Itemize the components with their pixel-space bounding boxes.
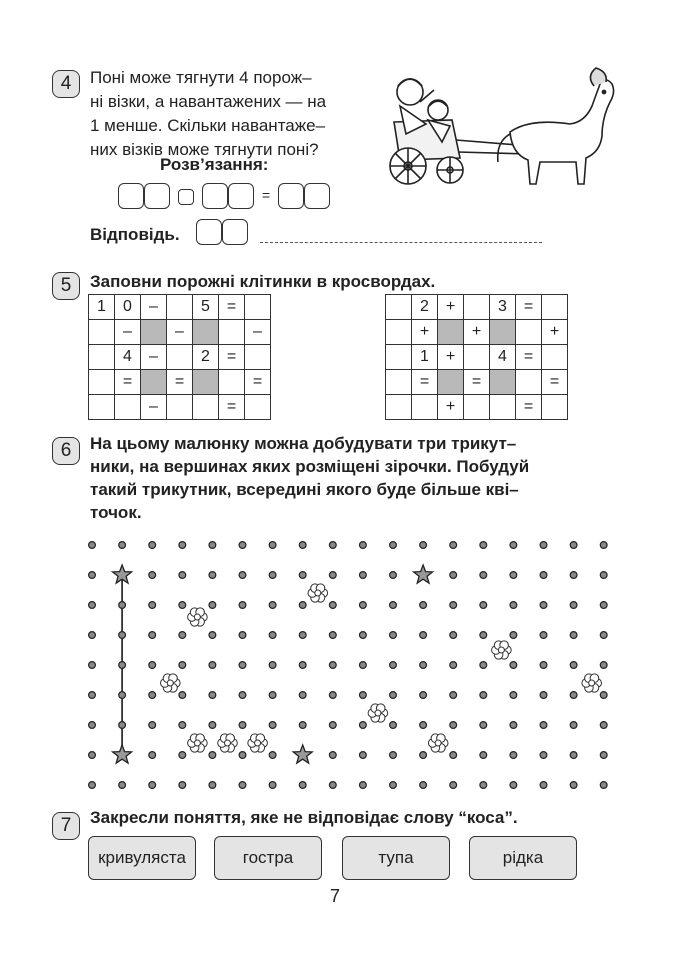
grid-dot[interactable]	[209, 692, 216, 699]
crossword-cell: =	[542, 370, 568, 395]
flower-icon	[308, 584, 328, 602]
grid-dot[interactable]	[119, 632, 126, 639]
grid-dot[interactable]	[179, 602, 186, 609]
grid-dot[interactable]	[390, 782, 397, 789]
grid-dot[interactable]	[269, 602, 276, 609]
grid-dot[interactable]	[450, 692, 457, 699]
grid-dot[interactable]	[149, 542, 156, 549]
grid-dot[interactable]	[239, 662, 246, 669]
task-5-number: 5	[52, 272, 80, 300]
grid-dot[interactable]	[360, 572, 367, 579]
grid-dot[interactable]	[269, 782, 276, 789]
grid-dot[interactable]	[239, 722, 246, 729]
grid-dot[interactable]	[510, 602, 517, 609]
grid-dot[interactable]	[600, 692, 607, 699]
grid-dot[interactable]	[360, 602, 367, 609]
crossword-cell: =	[464, 370, 490, 395]
task-6-line: такий трикутник, всередині якого буде більше кві–	[90, 480, 519, 499]
grid-dot[interactable]	[299, 662, 306, 669]
task-4-number: 4	[52, 70, 80, 98]
equals-sign: =	[262, 187, 271, 203]
grid-dot[interactable]	[450, 782, 457, 789]
option-ridka[interactable]: рідка	[469, 836, 577, 880]
grid-dot[interactable]	[119, 782, 126, 789]
grid-dot[interactable]	[420, 722, 427, 729]
grid-dot[interactable]	[149, 752, 156, 759]
grid-dot[interactable]	[510, 632, 517, 639]
grid-dot[interactable]	[570, 542, 577, 549]
grid-dot[interactable]	[269, 692, 276, 699]
grid-dot[interactable]	[450, 572, 457, 579]
grid-dot[interactable]	[269, 572, 276, 579]
grid-dot[interactable]	[239, 782, 246, 789]
crossword-cell: =	[516, 395, 542, 420]
grid-dot[interactable]	[600, 752, 607, 759]
task-4-line: ні візки, а навантажених — на	[90, 92, 327, 111]
grid-dot[interactable]	[149, 632, 156, 639]
flower-icon	[248, 734, 268, 752]
grid-dot[interactable]	[510, 572, 517, 579]
grid-dot[interactable]	[570, 782, 577, 789]
flower-icon	[218, 734, 238, 752]
grid-dot[interactable]	[390, 692, 397, 699]
grid-dot[interactable]	[149, 602, 156, 609]
grid-dot[interactable]	[390, 602, 397, 609]
solution-label: Розв’язання:	[160, 155, 269, 174]
star-icon[interactable]	[414, 565, 433, 583]
crossword-cell: =	[167, 370, 193, 395]
crossword-cell: –	[167, 320, 193, 345]
grid-dot[interactable]	[329, 572, 336, 579]
grid-dot[interactable]	[600, 632, 607, 639]
grid-dot[interactable]	[600, 542, 607, 549]
crossword-cell: +	[438, 345, 464, 370]
grid-dot[interactable]	[89, 662, 96, 669]
task-5-title: Заповни порожні клітинки в кросвордах.	[90, 272, 436, 291]
grid-dot[interactable]	[360, 752, 367, 759]
task-4-line: 1 менше. Скільки навантаже–	[90, 116, 326, 135]
grid-dot[interactable]	[89, 722, 96, 729]
task-7-number: 7	[52, 812, 80, 840]
grid-dot[interactable]	[450, 722, 457, 729]
grid-dot[interactable]	[600, 662, 607, 669]
grid-dot[interactable]	[420, 662, 427, 669]
crossword-cell: –	[245, 320, 271, 345]
grid-dot[interactable]	[600, 602, 607, 609]
grid-dot[interactable]	[600, 782, 607, 789]
grid-dot[interactable]	[570, 752, 577, 759]
flower-icon	[428, 734, 448, 752]
grid-dot[interactable]	[119, 602, 126, 609]
grid-dot[interactable]	[89, 632, 96, 639]
crossword-cell: =	[219, 345, 245, 370]
grid-dot[interactable]	[269, 632, 276, 639]
grid-dot[interactable]	[119, 542, 126, 549]
task-6-number: 6	[52, 437, 80, 465]
flower-icon	[161, 674, 181, 692]
grid-dot[interactable]	[209, 752, 216, 759]
crossword-cell: 0	[115, 295, 141, 320]
grid-dot[interactable]	[420, 692, 427, 699]
grid-dot[interactable]	[179, 542, 186, 549]
grid-dot[interactable]	[299, 722, 306, 729]
option-tupa[interactable]: тупа	[342, 836, 450, 880]
task-7-title: Закресли поняття, яке не відповідає слову “коса”.	[90, 808, 518, 827]
grid-dot[interactable]	[570, 692, 577, 699]
grid-dot[interactable]	[119, 692, 126, 699]
task-4-line: Поні може тягнути 4 порож–	[90, 68, 312, 87]
grid-dot[interactable]	[390, 572, 397, 579]
grid-dot[interactable]	[360, 632, 367, 639]
page-number: 7	[330, 886, 341, 906]
grid-dot[interactable]	[540, 632, 547, 639]
option-kryvuliasta[interactable]: кривуляста	[88, 836, 196, 880]
grid-dot[interactable]	[239, 602, 246, 609]
grid-dot[interactable]	[89, 782, 96, 789]
crossword-cell: 1	[89, 295, 115, 320]
grid-dot[interactable]	[329, 632, 336, 639]
grid-dot[interactable]	[510, 782, 517, 789]
crossword-cell: +	[542, 320, 568, 345]
grid-dot[interactable]	[360, 692, 367, 699]
grid-dot[interactable]	[480, 692, 487, 699]
crossword-cell: 4	[115, 345, 141, 370]
task-6-line: На цьому малюнку можна добудувати три трикут–	[90, 434, 517, 453]
grid-dot[interactable]	[480, 602, 487, 609]
grid-dot[interactable]	[329, 722, 336, 729]
grid-dot[interactable]	[540, 782, 547, 789]
flower-icon	[582, 674, 602, 692]
grid-dot[interactable]	[390, 722, 397, 729]
grid-dot[interactable]	[119, 722, 126, 729]
grid-dot[interactable]	[269, 752, 276, 759]
grid-dot[interactable]	[269, 542, 276, 549]
grid-dot[interactable]	[209, 572, 216, 579]
crossword-cell: =	[219, 395, 245, 420]
grid-dot[interactable]	[390, 752, 397, 759]
grid-dot[interactable]	[299, 572, 306, 579]
flower-icon	[188, 734, 208, 752]
grid-dot[interactable]	[540, 542, 547, 549]
flower-icon	[368, 704, 388, 722]
grid-dot[interactable]	[450, 662, 457, 669]
crossword-cell: –	[141, 345, 167, 370]
grid-dot[interactable]	[570, 602, 577, 609]
crossword-cell: +	[438, 295, 464, 320]
grid-dot[interactable]	[540, 722, 547, 729]
grid-dot[interactable]	[420, 602, 427, 609]
task-6-line: точок.	[90, 503, 142, 522]
grid-dot[interactable]	[480, 752, 487, 759]
grid-dot[interactable]	[480, 722, 487, 729]
grid-dot[interactable]	[299, 602, 306, 609]
grid-dot[interactable]	[179, 752, 186, 759]
grid-dot[interactable]	[420, 782, 427, 789]
grid-dot[interactable]	[450, 542, 457, 549]
grid-dot[interactable]	[420, 632, 427, 639]
task-4-line: них візків може тягнути поні?	[90, 140, 319, 159]
crossword-cell: 1	[412, 345, 438, 370]
grid-dot[interactable]	[149, 662, 156, 669]
grid-dot[interactable]	[390, 632, 397, 639]
grid-dot[interactable]	[480, 632, 487, 639]
grid-dot[interactable]	[149, 782, 156, 789]
grid-dot[interactable]	[329, 662, 336, 669]
grid-dot[interactable]	[510, 662, 517, 669]
crossword-cell: –	[141, 395, 167, 420]
crossword-cell: =	[412, 370, 438, 395]
grid-dot[interactable]	[209, 602, 216, 609]
crossword-cell: 5	[193, 295, 219, 320]
grid-dot[interactable]	[420, 752, 427, 759]
grid-dot[interactable]	[89, 542, 96, 549]
crossword-cell: –	[141, 295, 167, 320]
answer-label: Відповідь.	[90, 225, 180, 244]
crossword-cell: +	[464, 320, 490, 345]
grid-dot[interactable]	[360, 542, 367, 549]
grid-dot[interactable]	[269, 662, 276, 669]
crossword-cell: =	[245, 370, 271, 395]
grid-dot[interactable]	[480, 572, 487, 579]
grid-dot[interactable]	[570, 632, 577, 639]
crossword-cell: =	[516, 345, 542, 370]
grid-dot[interactable]	[540, 572, 547, 579]
grid-dot[interactable]	[239, 572, 246, 579]
grid-dot[interactable]	[179, 632, 186, 639]
grid-dot[interactable]	[179, 692, 186, 699]
grid-dot[interactable]	[480, 662, 487, 669]
grid-dot[interactable]	[89, 572, 96, 579]
grid-dot[interactable]	[209, 542, 216, 549]
crossword-cell: 3	[490, 295, 516, 320]
grid-dot[interactable]	[179, 662, 186, 669]
grid-dot[interactable]	[510, 692, 517, 699]
grid-dot[interactable]	[269, 722, 276, 729]
grid-dot[interactable]	[570, 572, 577, 579]
grid-dot[interactable]	[209, 662, 216, 669]
grid-dot[interactable]	[329, 602, 336, 609]
grid-dot[interactable]	[329, 692, 336, 699]
grid-dot[interactable]	[299, 542, 306, 549]
grid-dot[interactable]	[149, 722, 156, 729]
crossword-cell: +	[438, 395, 464, 420]
grid-dot[interactable]	[450, 632, 457, 639]
crossword-cell: –	[115, 320, 141, 345]
grid-dot[interactable]	[119, 662, 126, 669]
grid-dot[interactable]	[360, 782, 367, 789]
grid-dot[interactable]	[420, 542, 427, 549]
grid-dot[interactable]	[540, 602, 547, 609]
crossword-cell: =	[516, 295, 542, 320]
grid-dot[interactable]	[540, 692, 547, 699]
grid-dot[interactable]	[329, 752, 336, 759]
grid-dot[interactable]	[179, 722, 186, 729]
grid-dot[interactable]	[450, 752, 457, 759]
flower-icon	[188, 608, 208, 626]
grid-dot[interactable]	[480, 782, 487, 789]
grid-dot[interactable]	[390, 662, 397, 669]
grid-dot[interactable]	[299, 692, 306, 699]
grid-dot[interactable]	[239, 692, 246, 699]
grid-dot[interactable]	[570, 662, 577, 669]
grid-dot[interactable]	[510, 542, 517, 549]
grid-dot[interactable]	[540, 662, 547, 669]
flower-icon	[492, 641, 512, 659]
crossword-cell: 2	[193, 345, 219, 370]
grid-dot[interactable]	[450, 602, 457, 609]
grid-dot[interactable]	[209, 632, 216, 639]
grid-dot[interactable]	[239, 752, 246, 759]
crossword-cell: +	[412, 320, 438, 345]
grid-dot[interactable]	[299, 782, 306, 789]
grid-dot[interactable]	[89, 692, 96, 699]
grid-dot[interactable]	[360, 662, 367, 669]
grid-dot[interactable]	[600, 722, 607, 729]
grid-dot[interactable]	[299, 632, 306, 639]
grid-dot[interactable]	[179, 572, 186, 579]
grid-dot[interactable]	[209, 722, 216, 729]
crossword-cell: 4	[490, 345, 516, 370]
grid-dot[interactable]	[390, 542, 397, 549]
grid-dot[interactable]	[179, 782, 186, 789]
grid-dot[interactable]	[239, 632, 246, 639]
grid-dot[interactable]	[209, 782, 216, 789]
grid-dot[interactable]	[570, 722, 577, 729]
grid-dot[interactable]	[360, 722, 367, 729]
task-6-line: ники, на вершинах яких розміщені зірочки. Побудуй	[90, 457, 530, 476]
grid-dot[interactable]	[89, 602, 96, 609]
grid-dot[interactable]	[149, 572, 156, 579]
crossword-cell: =	[219, 295, 245, 320]
crossword-cell: 2	[412, 295, 438, 320]
grid-dot[interactable]	[89, 752, 96, 759]
grid-dot[interactable]	[329, 782, 336, 789]
grid-dot[interactable]	[600, 572, 607, 579]
grid-dot[interactable]	[540, 752, 547, 759]
grid-dot[interactable]	[149, 692, 156, 699]
grid-dot[interactable]	[510, 752, 517, 759]
star-icon[interactable]	[293, 745, 312, 763]
grid-dot[interactable]	[239, 542, 246, 549]
star-icon[interactable]	[113, 745, 132, 763]
grid-dot[interactable]	[510, 722, 517, 729]
crossword-cell: =	[115, 370, 141, 395]
option-hostra[interactable]: гостра	[214, 836, 322, 880]
grid-dot[interactable]	[329, 542, 336, 549]
grid-dot[interactable]	[480, 542, 487, 549]
